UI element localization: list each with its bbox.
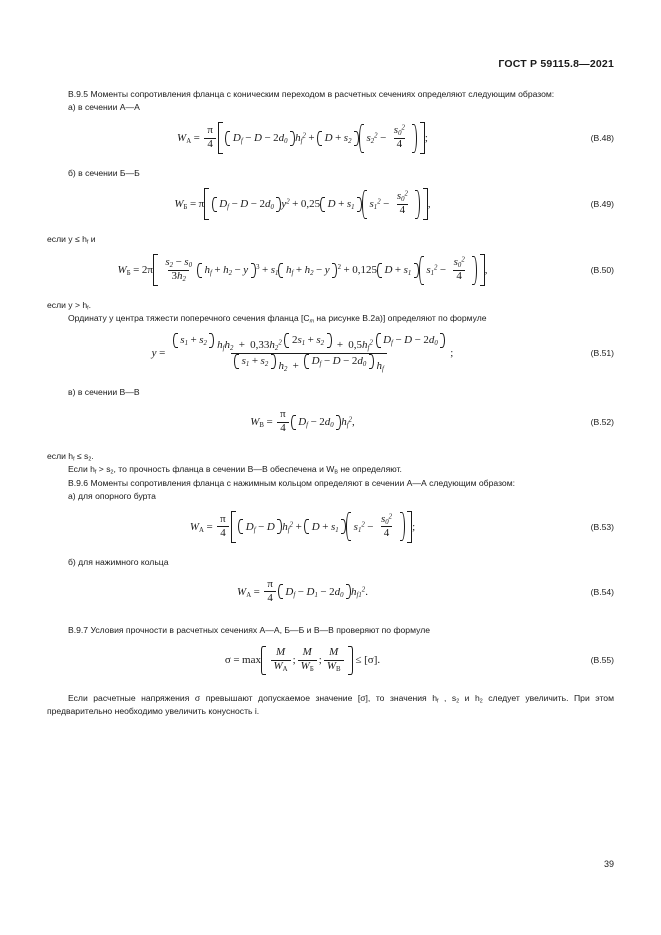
formula-number-b48: (В.48) bbox=[590, 133, 614, 144]
paragraph-final-part2: , s bbox=[438, 693, 457, 704]
formula-b49 bbox=[47, 188, 614, 220]
paragraph-final-note bbox=[47, 692, 614, 718]
formula-b52 bbox=[47, 407, 614, 437]
condition-hf-le-s2-tail: ≤ s bbox=[74, 451, 89, 462]
condition-hf-le-s2-sub2: 2 bbox=[88, 456, 92, 463]
page-header-standard-number: ГОСТ Р 59115.8—2021 bbox=[498, 58, 614, 70]
formula-number-b53: (В.53) bbox=[590, 521, 614, 532]
condition-y-gt-hf-text: если y > h bbox=[47, 300, 88, 311]
paragraph-final-sub3: 2 bbox=[479, 698, 483, 705]
paragraph-final-part1: Если расчетные напряжения σ превышают допускаемое значение [σ], то значения h bbox=[68, 693, 437, 704]
formula-b48 bbox=[47, 122, 614, 154]
formula-b55-body: σ = max $\frac{M}{W_А}$ ; $\frac{M}{W_Б}$ ; $\frac{M}{W_В}$ ≤ [σ]. bbox=[224, 646, 381, 674]
paragraph-if-hf-gt-s2-part2: > s bbox=[96, 464, 111, 475]
paragraph-if-hf-gt-s2-sub3: В bbox=[334, 469, 338, 476]
paragraph-if-hf-gt-s2-sub1: f bbox=[94, 469, 97, 476]
paragraph-ordinate-tail: на рисунке В.2а)] определяют по формуле bbox=[314, 313, 487, 324]
condition-y-le-hf bbox=[47, 233, 614, 246]
paragraph-if-hf-gt-s2-part4: не определяют. bbox=[337, 464, 402, 475]
formula-b52-body: $W_В$ = $\frac{\pi}{4}$ $D_f$ − 2 $d_0$ $h_f^2$ , bbox=[250, 408, 355, 435]
paragraph-ordinate-text: Ординату y центра тяжести поперечного сечения фланца [C bbox=[68, 313, 310, 324]
formula-b51 bbox=[47, 333, 614, 373]
formula-number-b55: (В.55) bbox=[590, 655, 614, 666]
paragraph-final-part4: следует увеличить. При этом предварительно необходимо увеличить конусность i. bbox=[47, 693, 614, 717]
paragraph-ordinate bbox=[47, 312, 614, 325]
formula-b49-body: $W_Б$ = π $D_f$ − D − 2 $d_0$ $y^2$ + 0,25 D + $s_1$ $s_1^2$ − $\frac{s_0^2}{4}$ , bbox=[174, 188, 430, 220]
formula-b48-body: $W_А$ = $\frac{\pi}{4}$ $D_f$ − D − 2 $d_0$ $h_f^2$ + D + $s_2$ $s_2^2$ − $\frac{s_0^2}{4}$ ; bbox=[177, 122, 428, 154]
list-item-a-support-burt: а) для опорного бурта bbox=[68, 490, 156, 501]
formula-number-b52: (В.52) bbox=[590, 417, 614, 428]
list-item-b-section-bb: б) в сечении Б—Б bbox=[68, 168, 140, 179]
formula-b50 bbox=[47, 254, 614, 286]
paragraph-if-hf-gt-s2-part1: Если h bbox=[68, 464, 95, 475]
list-item-v-section-vv: в) в сечении В—В bbox=[68, 386, 140, 397]
paragraph-b95: В.9.5 Моменты сопротивления фланца с коническим переходом в расчетных сечениях определяют следующим образом: bbox=[68, 89, 555, 99]
formula-b55 bbox=[47, 645, 614, 675]
condition-y-le-hf-text: если y ≤ h bbox=[47, 234, 87, 245]
condition-y-gt-hf-tail: . bbox=[88, 300, 92, 311]
condition-y-gt-hf-sub: f bbox=[87, 305, 89, 312]
formula-number-b51: (В.51) bbox=[590, 348, 614, 359]
formula-b54 bbox=[47, 577, 614, 607]
condition-hf-le-s2-end: . bbox=[91, 451, 94, 462]
paragraph-final-part3: и h bbox=[459, 693, 480, 704]
formula-number-b49: (В.49) bbox=[590, 199, 614, 210]
page-number: 39 bbox=[603, 859, 614, 869]
formula-b55-max-label: max bbox=[242, 654, 261, 667]
paragraph-if-hf-gt-s2-sub2: 2 bbox=[110, 469, 114, 476]
paragraph-final-sub2: 2 bbox=[456, 698, 460, 705]
paragraph-b97: В.9.7 Условия прочности в расчетных сечениях А—А, Б—Б и В—В проверяют по формуле bbox=[68, 624, 430, 635]
list-item-a-section-aa: а) в сечении А—А bbox=[68, 102, 140, 113]
formula-b53 bbox=[47, 511, 614, 543]
condition-y-le-hf-sub: f bbox=[86, 239, 89, 246]
condition-hf-le-s2-sub: f bbox=[73, 456, 75, 463]
page-content bbox=[47, 88, 614, 719]
paragraph-ordinate-sub: m bbox=[309, 318, 315, 325]
condition-hf-le-s2-text: если h bbox=[47, 451, 74, 462]
formula-b53-body: $W_А$ = $\frac{\pi}{4}$ $D_f$ − D $h_f^2$ + D + $s_1$ $s_1^2$ − $\frac{s_0^2}{4}$ ; bbox=[190, 511, 415, 543]
list-item-b-pressure-ring: б) для нажимного кольца bbox=[68, 556, 169, 567]
paragraph-if-hf-gt-s2 bbox=[47, 463, 614, 476]
paragraph-b96: В.9.6 Моменты сопротивления фланца с нажимным кольцом определяют в сечении А—А следующим образом: bbox=[68, 477, 515, 488]
formula-b51-body: y = $s_1$ + $s_2$ $h_fh_2 + 0,33h_2^2$ 2 $s_1$ + $s_2$ + $0,5h_f^2$ $D_f$ − D − 2 $d_0$ $s_1$ + $s_2$ $h_2$ + $D_f$ − D − 2 $d_0$ $h_f$ ; bbox=[151, 333, 454, 373]
condition-y-gt-hf bbox=[47, 299, 614, 312]
formula-b50-body: $W_Б$ = 2π $\frac{s_2 - s_0}{3h_2}$ $h_f$ + $h_2$ − y 3 + $s_1$ $h_f$ + $h_2$ − y 2 + 0,125 D + $s_1$ $s_1^2$ − $\frac{s_0^2}{4}$ , bbox=[118, 254, 488, 286]
formula-b54-body: $W_А$ = $\frac{\pi}{4}$ $D_f$ − $D_1$ − 2 $d_0$ $h_{f1}^2$ . bbox=[237, 578, 368, 604]
formula-number-b50: (В.50) bbox=[590, 265, 614, 276]
paragraph-if-hf-gt-s2-part3: , то прочность фланца в сечении В—В обеспечена и W bbox=[113, 464, 335, 475]
condition-hf-le-s2 bbox=[47, 450, 614, 463]
formula-number-b54: (В.54) bbox=[590, 586, 614, 597]
paragraph-final-sub1: f bbox=[437, 698, 439, 705]
condition-y-le-hf-tail: и bbox=[88, 234, 96, 245]
